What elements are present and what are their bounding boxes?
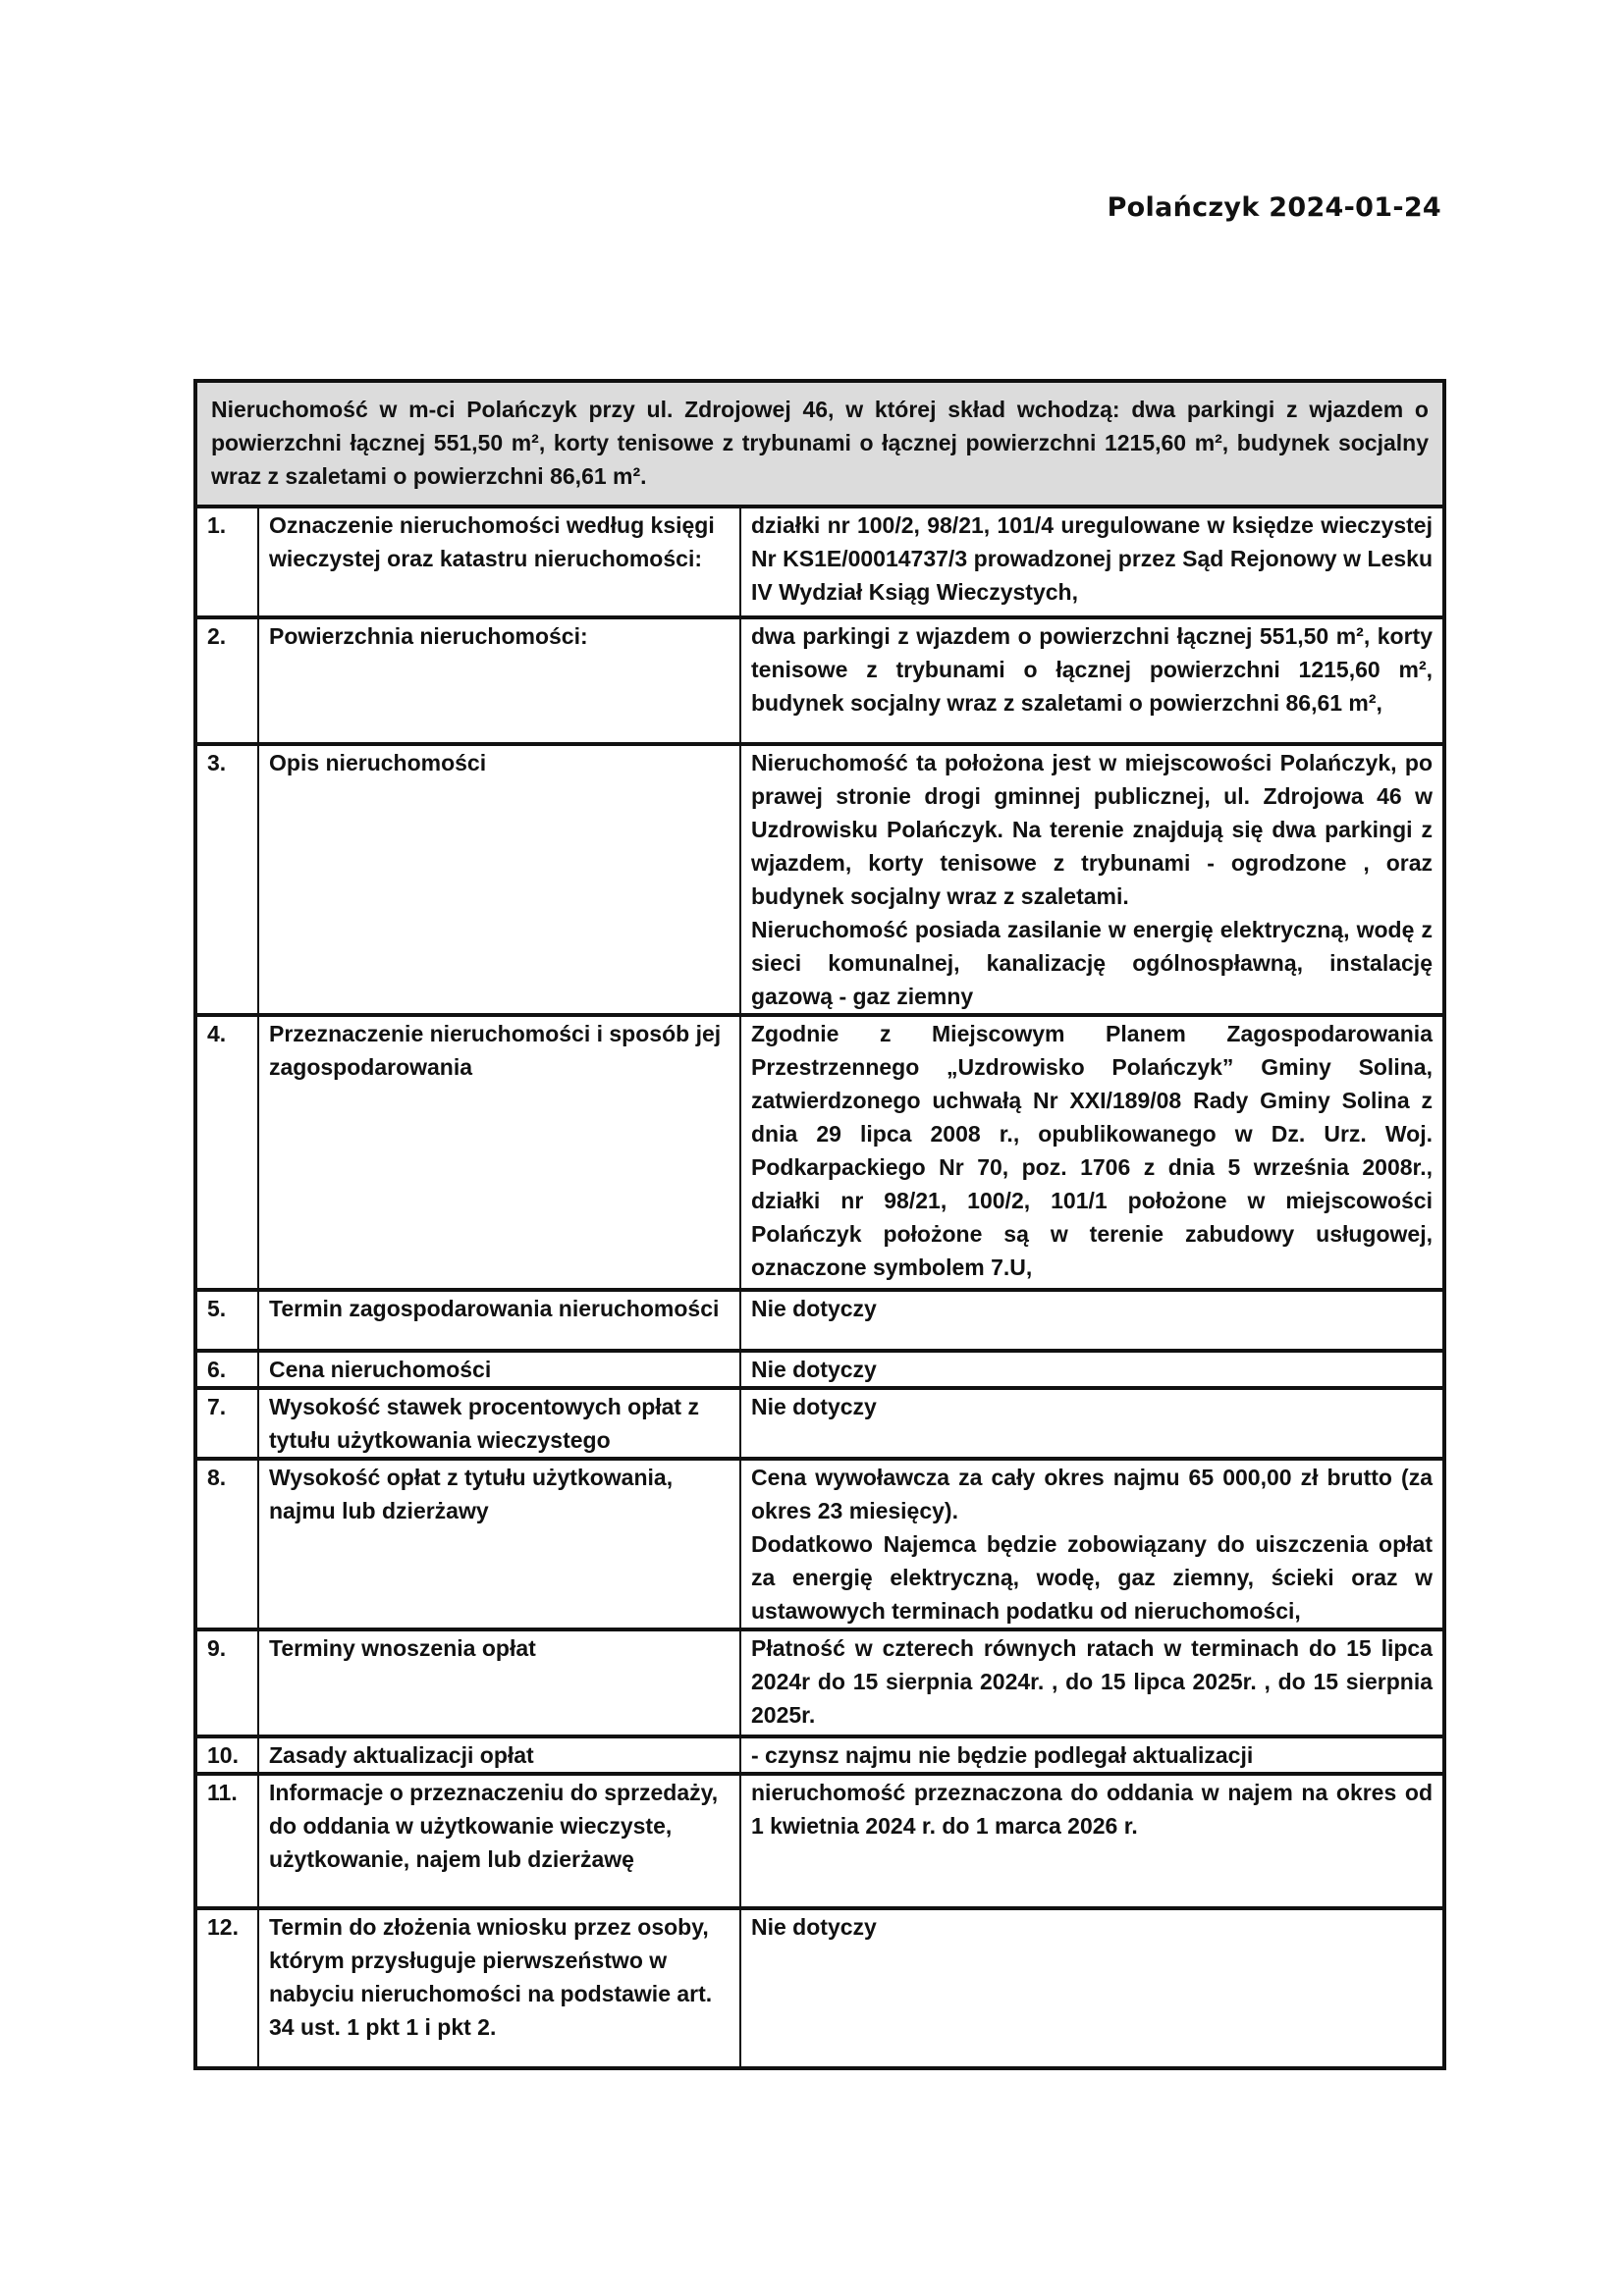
row-value-paragraph: Nieruchomość ta położona jest w miejscowości Polańczyk, po prawej stronie drogi gminnej publicznej, ul. Zdrojowa 46 w Uzdrowisku Polańczyk. Na terenie znajdują się dwa parkingi z wjazdem, korty tenisowe z trybunami - ogrodzone , oraz budynek socjalny wraz z szaletami.: [751, 750, 1433, 909]
table-row: [195, 1629, 1444, 1736]
row-number: 11.: [195, 1774, 258, 1908]
table-row: [195, 507, 1444, 617]
row-label: Termin zagospodarowania nieruchomości: [258, 1290, 740, 1351]
row-label: Przeznaczenie nieruchomości i sposób jej zagospodarowania: [258, 1015, 740, 1290]
property-info-table: [193, 379, 1446, 2070]
row-number: 2.: [195, 617, 258, 744]
row-value: Nie dotyczy: [740, 1388, 1444, 1459]
document-title: Polańczyk 2024-01-24: [1107, 192, 1441, 223]
row-value: nieruchomość przeznaczona do oddania w najem na okres od 1 kwietnia 2024 r. do 1 marca 2026 r.: [740, 1774, 1444, 1908]
row-label: Oznaczenie nieruchomości według księgi wieczystej oraz katastru nieruchomości:: [258, 507, 740, 617]
row-number: 1.: [195, 507, 258, 617]
row-value: [740, 1459, 1444, 1629]
row-label: Opis nieruchomości: [258, 744, 740, 1015]
row-label: Informacje o przeznaczeniu do sprzedaży, do oddania w użytkowanie wieczyste, użytkowanie, najem lub dzierżawę: [258, 1774, 740, 1908]
table-row: [195, 1908, 1444, 2068]
table-row: [195, 1774, 1444, 1908]
row-value: Zgodnie z Miejscowym Planem Zagospodarowania Przestrzennego „Uzdrowisko Polańczyk” Gminy Solina, zatwierdzonego uchwałą Nr XXI/189/08 Rady Gminy Solina z dnia 29 lipca 2008 r., opublikowanego w Dz. Urz. Woj. Podkarpackiego Nr 70, poz. 1706 z dnia 5 września 2008r., działki nr 98/21, 100/2, 101/1 położone w miejscowości Polańczyk położone są w terenie zabudowy usługowej, oznaczone symbolem 7.U,: [740, 1015, 1444, 1290]
row-value-paragraph: Dodatkowo Najemca będzie zobowiązany do uiszczenia opłat za energię elektryczną, wodę, gaz ziemny, ścieki oraz w ustawowych terminach podatku od nieruchomości,: [751, 1531, 1433, 1624]
table-row: [195, 1736, 1444, 1774]
row-value-paragraph: Cena wywoławcza za cały okres najmu 65 000,00 zł brutto (za okres 23 miesięcy).: [751, 1465, 1433, 1523]
row-label: Termin do złożenia wniosku przez osoby, którym przysługuje pierwszeństwo w nabyciu nieruchomości na podstawie art. 34 ust. 1 pkt 1 i pkt 2.: [258, 1908, 740, 2068]
row-label: Powierzchnia nieruchomości:: [258, 617, 740, 744]
table-row: [195, 1015, 1444, 1290]
row-value: [740, 744, 1444, 1015]
row-label: Wysokość opłat z tytułu użytkowania, najmu lub dzierżawy: [258, 1459, 740, 1629]
row-value: Nie dotyczy: [740, 1908, 1444, 2068]
row-number: 10.: [195, 1736, 258, 1774]
row-number: 4.: [195, 1015, 258, 1290]
row-value: - czynsz najmu nie będzie podlegał aktualizacji: [740, 1736, 1444, 1774]
row-number: 5.: [195, 1290, 258, 1351]
row-number: 3.: [195, 744, 258, 1015]
table-row: [195, 617, 1444, 744]
row-value: działki nr 100/2, 98/21, 101/4 uregulowane w księdze wieczystej Nr KS1E/00014737/3 prowadzonej przez Sąd Rejonowy w Lesku IV Wydział Ksiąg Wieczystych,: [740, 507, 1444, 617]
row-value: dwa parkingi z wjazdem o powierzchni łącznej 551,50 m², korty tenisowe z trybunami o łącznej powierzchni 1215,60 m², budynek socjalny wraz z szaletami o powierzchni 86,61 m²,: [740, 617, 1444, 744]
row-label: Terminy wnoszenia opłat: [258, 1629, 740, 1736]
row-value: Nie dotyczy: [740, 1351, 1444, 1388]
row-value: Płatność w czterech równych ratach w terminach do 15 lipca 2024r do 15 sierpnia 2024r. , do 15 lipca 2025r. , do 15 sierpnia 2025r.: [740, 1629, 1444, 1736]
row-value: Nie dotyczy: [740, 1290, 1444, 1351]
row-label: Cena nieruchomości: [258, 1351, 740, 1388]
table-row: [195, 1290, 1444, 1351]
row-number: 9.: [195, 1629, 258, 1736]
table-row: [195, 1459, 1444, 1629]
row-value-paragraph: Nieruchomość posiada zasilanie w energię elektryczną, wodę z sieci komunalnej, kanalizację ogólnospławną, instalację gazową - gaz ziemny: [751, 917, 1433, 1009]
row-number: 6.: [195, 1351, 258, 1388]
row-number: 12.: [195, 1908, 258, 2068]
row-number: 8.: [195, 1459, 258, 1629]
table-row: [195, 744, 1444, 1015]
table-row: [195, 1351, 1444, 1388]
table-row: [195, 1388, 1444, 1459]
property-summary: Nieruchomość w m-ci Polańczyk przy ul. Zdrojowej 46, w której skład wchodzą: dwa parkingi z wjazdem o powierzchni łącznej 551,50 m², korty tenisowe z trybunami o łącznej powierzchni 1215,60 m², budynek socjalny wraz z szaletami o powierzchni 86,61 m².: [195, 381, 1444, 507]
row-number: 7.: [195, 1388, 258, 1459]
row-label: Zasady aktualizacji opłat: [258, 1736, 740, 1774]
row-label: Wysokość stawek procentowych opłat z tytułu użytkowania wieczystego: [258, 1388, 740, 1459]
table-header-row: [195, 381, 1444, 507]
